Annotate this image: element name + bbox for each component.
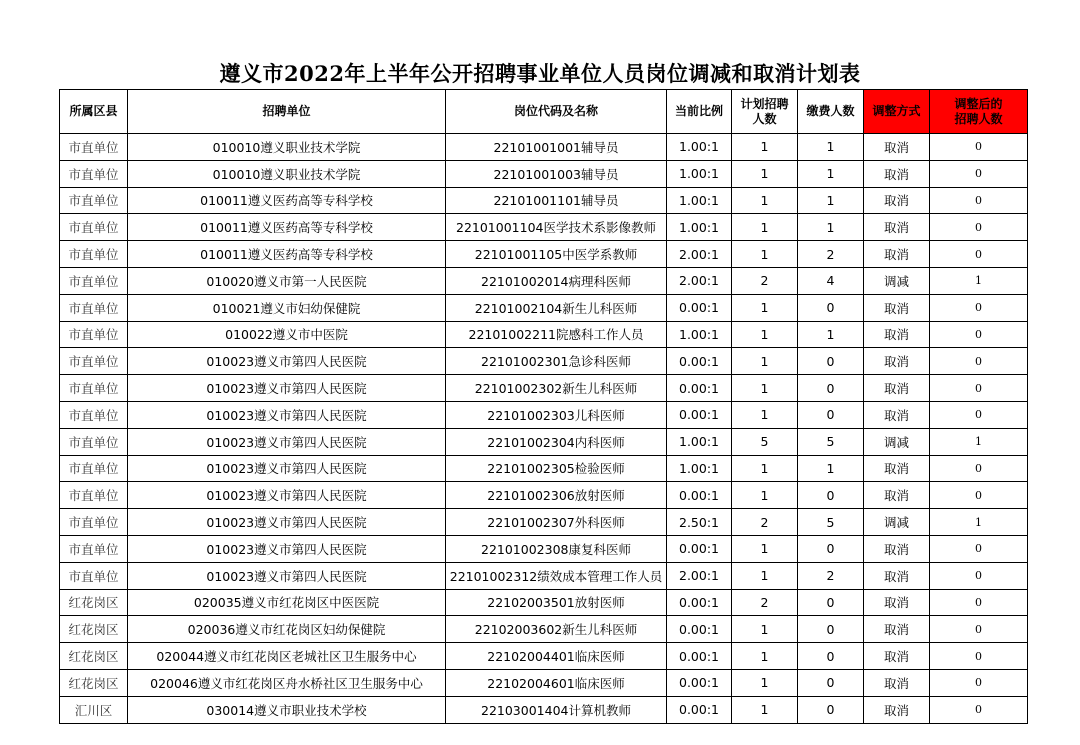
table-row [60,535,1028,562]
cell-plan: 2 [732,509,798,536]
header-county: 所属区县 [60,90,128,134]
cell-unit: 010022遵义市中医院 [128,321,446,348]
cell-paid: 1 [798,455,864,482]
cell-plan: 1 [732,294,798,321]
cell-plan: 1 [732,643,798,670]
cell-paid: 0 [798,616,864,643]
cell-method: 调减 [864,428,930,455]
cell-method: 取消 [864,696,930,723]
header-after [930,90,1028,134]
table-row [60,214,1028,241]
cell-ratio: 1.00:1 [667,160,732,187]
cell-after: 0 [930,562,1028,589]
cell-after: 0 [930,375,1028,402]
cell-after: 0 [930,535,1028,562]
cell-post: 22101002305检验医师 [446,455,667,482]
cell-post: 22101001101辅导员 [446,187,667,214]
cell-plan: 2 [732,589,798,616]
cell-post: 22102003501放射医师 [446,589,667,616]
cell-paid: 0 [798,294,864,321]
cell-post: 22101002306放射医师 [446,482,667,509]
cell-unit: 010021遵义市妇幼保健院 [128,294,446,321]
cell-paid: 0 [798,348,864,375]
cell-post: 22101002014病理科医师 [446,267,667,294]
cell-ratio: 1.00:1 [667,214,732,241]
cell-county: 市直单位 [60,401,128,428]
cell-unit: 010023遵义市第四人民医院 [128,509,446,536]
cell-ratio: 0.00:1 [667,616,732,643]
cell-after: 0 [930,348,1028,375]
cell-paid: 1 [798,321,864,348]
cell-plan: 1 [732,160,798,187]
cell-ratio: 1.00:1 [667,428,732,455]
cell-county: 红花岗区 [60,616,128,643]
cell-ratio: 2.00:1 [667,241,732,268]
cell-county: 红花岗区 [60,669,128,696]
header-after-label: 调整后的招聘人数 [954,96,1003,126]
cell-county: 市直单位 [60,509,128,536]
cell-county: 汇川区 [60,696,128,723]
cell-method: 取消 [864,214,930,241]
cell-method: 取消 [864,616,930,643]
cell-ratio: 0.00:1 [667,482,732,509]
cell-plan: 1 [732,214,798,241]
cell-unit: 010023遵义市第四人民医院 [128,348,446,375]
cell-after: 0 [930,160,1028,187]
cell-unit: 020044遵义市红花岗区老城社区卫生服务中心 [128,643,446,670]
cell-plan: 1 [732,134,798,161]
cell-post: 22101002307外科医师 [446,509,667,536]
cell-after: 0 [930,455,1028,482]
cell-paid: 0 [798,669,864,696]
table-row [60,428,1028,455]
table-row [60,643,1028,670]
cell-ratio: 1.00:1 [667,187,732,214]
cell-method: 取消 [864,375,930,402]
cell-county: 市直单位 [60,134,128,161]
cell-unit: 010011遵义医药高等专科学校 [128,214,446,241]
cell-after: 1 [930,509,1028,536]
cell-after: 0 [930,241,1028,268]
cell-plan: 1 [732,375,798,402]
cell-method: 调减 [864,267,930,294]
table-row [60,348,1028,375]
cell-paid: 2 [798,562,864,589]
cell-plan: 1 [732,321,798,348]
cell-post: 22101001104医学技术系影像教师 [446,214,667,241]
table-row [60,401,1028,428]
table-row [60,616,1028,643]
table-row [60,134,1028,161]
cell-county: 红花岗区 [60,643,128,670]
table-row [60,509,1028,536]
cell-ratio: 2.00:1 [667,267,732,294]
cell-paid: 0 [798,589,864,616]
cell-after: 0 [930,294,1028,321]
header-plan [732,90,798,134]
cell-county: 市直单位 [60,428,128,455]
cell-method: 取消 [864,160,930,187]
cell-unit: 010023遵义市第四人民医院 [128,401,446,428]
cell-county: 红花岗区 [60,589,128,616]
cell-plan: 1 [732,455,798,482]
cell-unit: 020035遵义市红花岗区中医医院 [128,589,446,616]
cell-plan: 1 [732,535,798,562]
cell-method: 取消 [864,562,930,589]
cell-method: 取消 [864,321,930,348]
cell-post: 22101001105中医学系教师 [446,241,667,268]
cell-unit: 010011遵义医药高等专科学校 [128,241,446,268]
cell-method: 取消 [864,455,930,482]
cell-paid: 0 [798,696,864,723]
cell-county: 市直单位 [60,535,128,562]
table-row [60,562,1028,589]
cell-after: 1 [930,267,1028,294]
cell-after: 0 [930,696,1028,723]
cell-method: 取消 [864,348,930,375]
cell-unit: 010023遵义市第四人民医院 [128,428,446,455]
cell-unit: 010011遵义医药高等专科学校 [128,187,446,214]
cell-method: 取消 [864,294,930,321]
cell-ratio: 0.00:1 [667,643,732,670]
table-body [60,134,1028,724]
table-row [60,294,1028,321]
table-row [60,321,1028,348]
cell-method: 取消 [864,669,930,696]
cell-post: 22102004401临床医师 [446,643,667,670]
cell-plan: 5 [732,428,798,455]
table-row [60,187,1028,214]
cell-county: 市直单位 [60,187,128,214]
cell-after: 0 [930,134,1028,161]
cell-method: 取消 [864,643,930,670]
cell-after: 0 [930,669,1028,696]
cell-unit: 010023遵义市第四人民医院 [128,482,446,509]
plan-table [59,89,1028,724]
cell-ratio: 0.00:1 [667,669,732,696]
table-row [60,669,1028,696]
header-unit: 招聘单位 [128,90,446,134]
cell-ratio: 0.00:1 [667,348,732,375]
cell-after: 0 [930,187,1028,214]
cell-method: 取消 [864,187,930,214]
cell-plan: 1 [732,482,798,509]
cell-post: 22102003602新生儿科医师 [446,616,667,643]
header-method: 调整方式 [864,90,930,134]
cell-ratio: 0.00:1 [667,535,732,562]
header-ratio: 当前比例 [667,90,732,134]
cell-unit: 010023遵义市第四人民医院 [128,562,446,589]
cell-plan: 1 [732,669,798,696]
cell-paid: 5 [798,509,864,536]
cell-plan: 1 [732,187,798,214]
cell-plan: 1 [732,616,798,643]
cell-ratio: 0.00:1 [667,375,732,402]
cell-method: 取消 [864,401,930,428]
cell-county: 市直单位 [60,455,128,482]
cell-post: 22103001404计算机教师 [446,696,667,723]
cell-unit: 010010遵义职业技术学院 [128,134,446,161]
cell-after: 0 [930,401,1028,428]
cell-paid: 5 [798,428,864,455]
table-row [60,696,1028,723]
cell-method: 取消 [864,482,930,509]
cell-plan: 1 [732,562,798,589]
cell-county: 市直单位 [60,241,128,268]
page-title: 遵义市2022年上半年公开招聘事业单位人员岗位调减和取消计划表 [219,61,861,86]
cell-paid: 1 [798,160,864,187]
cell-paid: 0 [798,401,864,428]
header-paid: 缴费人数 [798,90,864,134]
cell-county: 市直单位 [60,294,128,321]
cell-post: 22101002312绩效成本管理工作人员 [446,562,667,589]
cell-plan: 2 [732,267,798,294]
table-row [60,455,1028,482]
cell-post: 22102004601临床医师 [446,669,667,696]
cell-after: 0 [930,616,1028,643]
table-row [60,482,1028,509]
cell-after: 0 [930,214,1028,241]
cell-county: 市直单位 [60,321,128,348]
cell-plan: 1 [732,348,798,375]
cell-ratio: 0.00:1 [667,696,732,723]
cell-paid: 1 [798,214,864,241]
cell-county: 市直单位 [60,482,128,509]
cell-ratio: 2.00:1 [667,562,732,589]
table-row [60,241,1028,268]
cell-county: 市直单位 [60,375,128,402]
cell-after: 0 [930,643,1028,670]
header-plan-label: 计划招聘人数 [740,96,789,126]
cell-unit: 010010遵义职业技术学院 [128,160,446,187]
cell-post: 22101001003辅导员 [446,160,667,187]
cell-paid: 0 [798,535,864,562]
cell-plan: 1 [732,696,798,723]
cell-ratio: 1.00:1 [667,455,732,482]
cell-ratio: 1.00:1 [667,321,732,348]
cell-paid: 0 [798,482,864,509]
cell-paid: 1 [798,187,864,214]
cell-county: 市直单位 [60,562,128,589]
header-post: 岗位代码及名称 [446,90,667,134]
cell-plan: 1 [732,241,798,268]
cell-method: 调减 [864,509,930,536]
cell-unit: 020046遵义市红花岗区舟水桥社区卫生服务中心 [128,669,446,696]
cell-post: 22101002304内科医师 [446,428,667,455]
cell-unit: 010023遵义市第四人民医院 [128,455,446,482]
cell-paid: 1 [798,134,864,161]
cell-post: 22101001001辅导员 [446,134,667,161]
cell-post: 22101002211院感科工作人员 [446,321,667,348]
cell-ratio: 0.00:1 [667,401,732,428]
cell-plan: 1 [732,401,798,428]
cell-method: 取消 [864,589,930,616]
cell-method: 取消 [864,241,930,268]
cell-after: 0 [930,589,1028,616]
cell-unit: 030014遵义市职业技术学校 [128,696,446,723]
cell-after: 0 [930,482,1028,509]
cell-unit: 010020遵义市第一人民医院 [128,267,446,294]
cell-county: 市直单位 [60,160,128,187]
cell-post: 22101002301急诊科医师 [446,348,667,375]
cell-post: 22101002303儿科医师 [446,401,667,428]
cell-method: 取消 [864,535,930,562]
cell-paid: 4 [798,267,864,294]
cell-paid: 0 [798,375,864,402]
table-header-row [60,90,1028,134]
table-row [60,375,1028,402]
cell-ratio: 1.00:1 [667,134,732,161]
cell-ratio: 0.00:1 [667,589,732,616]
cell-post: 22101002104新生儿科医师 [446,294,667,321]
cell-after: 0 [930,321,1028,348]
table-row [60,267,1028,294]
table-row [60,589,1028,616]
cell-county: 市直单位 [60,267,128,294]
table-row [60,160,1028,187]
cell-ratio: 2.50:1 [667,509,732,536]
cell-county: 市直单位 [60,214,128,241]
cell-post: 22101002302新生儿科医师 [446,375,667,402]
cell-post: 22101002308康复科医师 [446,535,667,562]
cell-method: 取消 [864,134,930,161]
cell-paid: 2 [798,241,864,268]
cell-unit: 020036遵义市红花岗区妇幼保健院 [128,616,446,643]
cell-paid: 0 [798,643,864,670]
cell-county: 市直单位 [60,348,128,375]
cell-unit: 010023遵义市第四人民医院 [128,535,446,562]
cell-unit: 010023遵义市第四人民医院 [128,375,446,402]
cell-ratio: 0.00:1 [667,294,732,321]
cell-after: 1 [930,428,1028,455]
